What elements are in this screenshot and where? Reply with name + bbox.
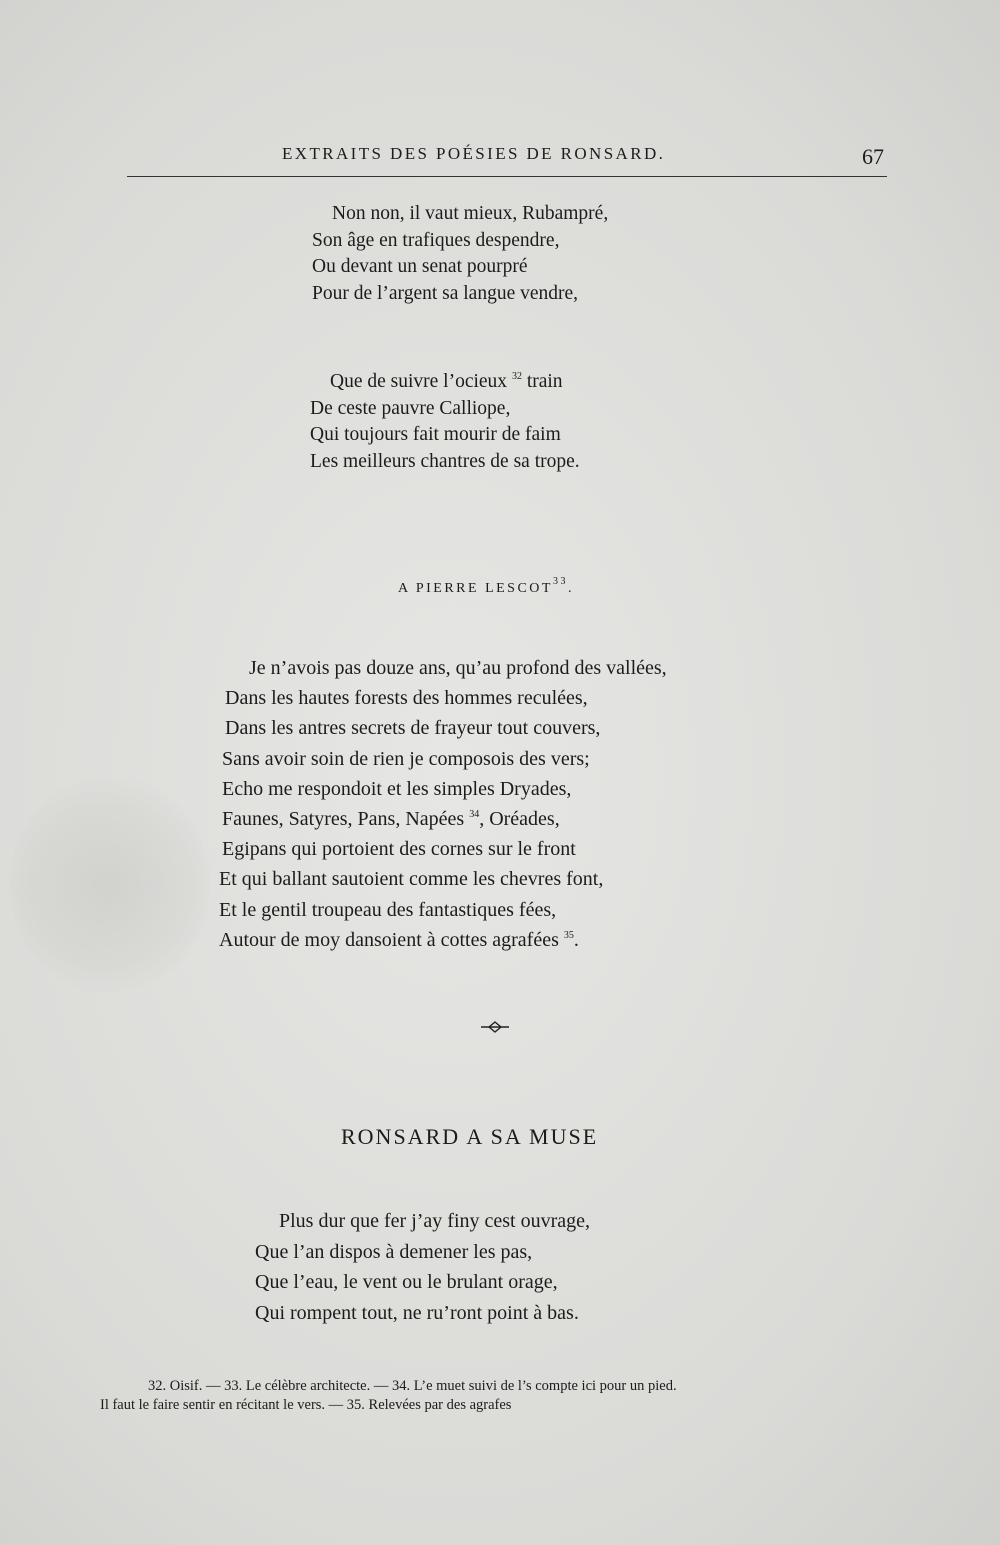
footnote-line: Il faut le faire sentir en récitant le vers. — 35. Relevées par des agrafes [100,1397,512,1413]
stanza-rubampre [312,201,608,307]
verse-text: train [521,371,563,392]
verse-line: Sans avoir soin de rien je composois des vers; [222,747,590,770]
verse-text: Faunes, Satyres, Pans, Napées [222,808,465,831]
verse-line: Que l’an dispos à demener les pas, [255,1240,533,1263]
verse-line: Non non, il vaut mieux, Rubampré, [332,203,609,224]
verse-line: Egipans qui portoient des cornes sur le front [222,838,576,861]
ornament-divider [480,1017,510,1037]
verse-line: Dans les hautes forests des hommes reculées, [225,687,588,710]
stanza-calliope [310,369,580,475]
verse-line: Que l’eau, le vent ou le brulant orage, [255,1271,558,1293]
verse-line: Ou devant un senat pourpré [312,256,528,277]
verse-line: Plus dur que fer j’ay finy cest ouvrage, [279,1210,591,1232]
paper-stain [10,775,210,995]
running-head: EXTRAITS DES POÉSIES DE RONSARD. [282,144,666,163]
page-number: 67 [862,144,884,169]
footnote-ref: 35 [563,929,574,941]
verse-line [310,369,580,396]
verse-line [219,925,667,955]
poem-title: RONSARD A SA MUSE [341,1124,599,1149]
verse-line: Et le gentil troupeau des fantastiques fées, [219,898,557,921]
verse-line: Les meilleurs chantres de sa trope. [310,450,580,472]
verse-text: Autour de moy dansoient à cottes agrafées [219,928,559,951]
verse-line: Et qui ballant sautoient comme les chevres font, [219,868,604,891]
verse-line: Dans les antres secrets de frayeur tout couvers, [225,717,601,740]
verse-text: . [573,928,579,951]
verse-line: Qui rompent tout, ne ru’ront point à bas. [255,1301,579,1324]
verse-text: Que de suivre l’ocieux [330,371,508,392]
section-title-end: . [567,581,574,596]
footnote-line: 32. Oisif. — 33. Le célèbre architecte. — 34. L’e muet suivi de l’s compte ici pour un pied. [148,1378,677,1394]
verse-line: Qui toujours fait mourir de faim [310,424,561,445]
section-title-lescot [398,576,574,597]
verse-line: Je n’avois pas douze ans, qu’au profond des vallées, [249,657,667,679]
footnote-ref: 33 [552,576,568,587]
stanza-lescot [219,653,667,955]
verse-line: De ceste pauvre Calliope, [310,397,511,419]
verse-line: Pour de l’argent sa langue vendre, [312,282,579,304]
section-title-text: A PIERRE LESCOT [398,581,553,596]
verse-text: , Oréades, [479,808,560,831]
stanza-muse [255,1206,590,1328]
footnotes [100,1377,870,1415]
verse-line: Son âge en trafiques despendre, [312,229,560,251]
verse-line [219,804,667,834]
verse-line: Echo me respondoit et les simples Dryades, [222,777,572,800]
footnote-ref: 32 [511,371,522,382]
footnote-ref: 34 [469,809,480,821]
header-rule [127,176,887,177]
